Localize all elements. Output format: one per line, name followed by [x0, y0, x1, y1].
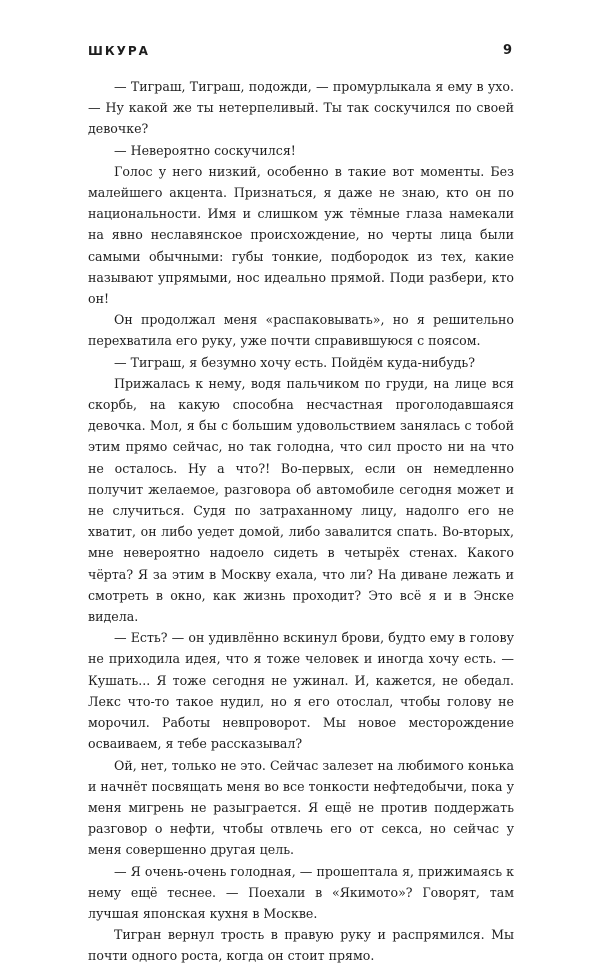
text-body	[88, 76, 514, 967]
paragraph: Прижалась к нему, водя пальчиком по груди, на лице вся скорбь, на какую способна несчастная проголодавшаяся девочка. Мол, я бы с большим удовольствием занялась с тобой этим прямо сейчас, но так голодна, что сил просто ни на что не осталось. Ну а что?! Во-первых, если он немедленно получит желаемое, разговора об автомобиле сегодня может и не случиться. Судя по затраханному лицу, надолго его не хватит, он либо уедет домой, либо завалится спать. Во-вторых, мне невероятно надоело сидеть в четырёх стенах. Какого чёрта? Я за этим в Москву ехала, что ли? На диване лежать и смотреть в окно, как жизнь проходит? Это всё я и в Энске видела.	[88, 375, 514, 625]
running-title: ШКУРА	[88, 44, 150, 58]
paragraph: — Есть? — он удивлённо вскинул брови, будто ему в голову не приходила идея, что я тоже человек и иногда хочу есть. — Кушать... Я тоже сегодня не ужинал. И, кажется, не обедал. Лекс что-то такое нудил, но я его отослал, чтобы голову не морочил. Работы невпроворот. Мы новое месторождение осваиваем, я тебе рассказывал?	[88, 630, 514, 752]
paragraph: Тигран вернул трость в правую руку и распрямился. Мы почти одного роста, когда он стоит прямо.	[88, 927, 514, 964]
paragraph: — Тиграш, Тиграш, подожди, — промурлыкала я ему в ухо. — Ну какой же ты нетерпеливый. Ты так соскучился по своей девочке?	[88, 79, 514, 137]
page-header	[88, 44, 512, 64]
paragraph: — Невероятно соскучился!	[114, 142, 296, 158]
paragraph: — Тиграш, я безумно хочу есть. Пойдём куда-нибудь?	[114, 354, 475, 370]
paragraph: Голос у него низкий, особенно в такие вот моменты. Без малейшего акцента. Признаться, я даже не знаю, кто он по национальности. Имя и слишком уж тёмные глаза намекали на явно неславянское происхождение, но черты лица были самыми обычными: губы тонкие, подбородок из тех, какие называют упрямыми, нос идеально прямой. Поди разбери, кто он!	[88, 163, 514, 307]
page-number: 9	[502, 43, 512, 58]
paragraph: Он продолжал меня «распаковывать», но я решительно перехватила его руку, уже почти справившуюся с поясом.	[88, 312, 514, 349]
paragraph: — Я очень-очень голодная, — прошептала я, прижимаясь к нему ещё теснее. — Поехали в «Якимото»? Говорят, там лучшая японская кухня в Москве.	[88, 863, 514, 921]
paragraph: Ой, нет, только не это. Сейчас залезет на любимого конька и начнёт посвящать меня во все тонкости нефтедобычи, пока у меня мигрень не разыграется. Я ещё не против поддержать разговор о нефти, чтобы отвлечь его от секса, но сейчас у меня совершенно другая цель.	[88, 757, 514, 858]
